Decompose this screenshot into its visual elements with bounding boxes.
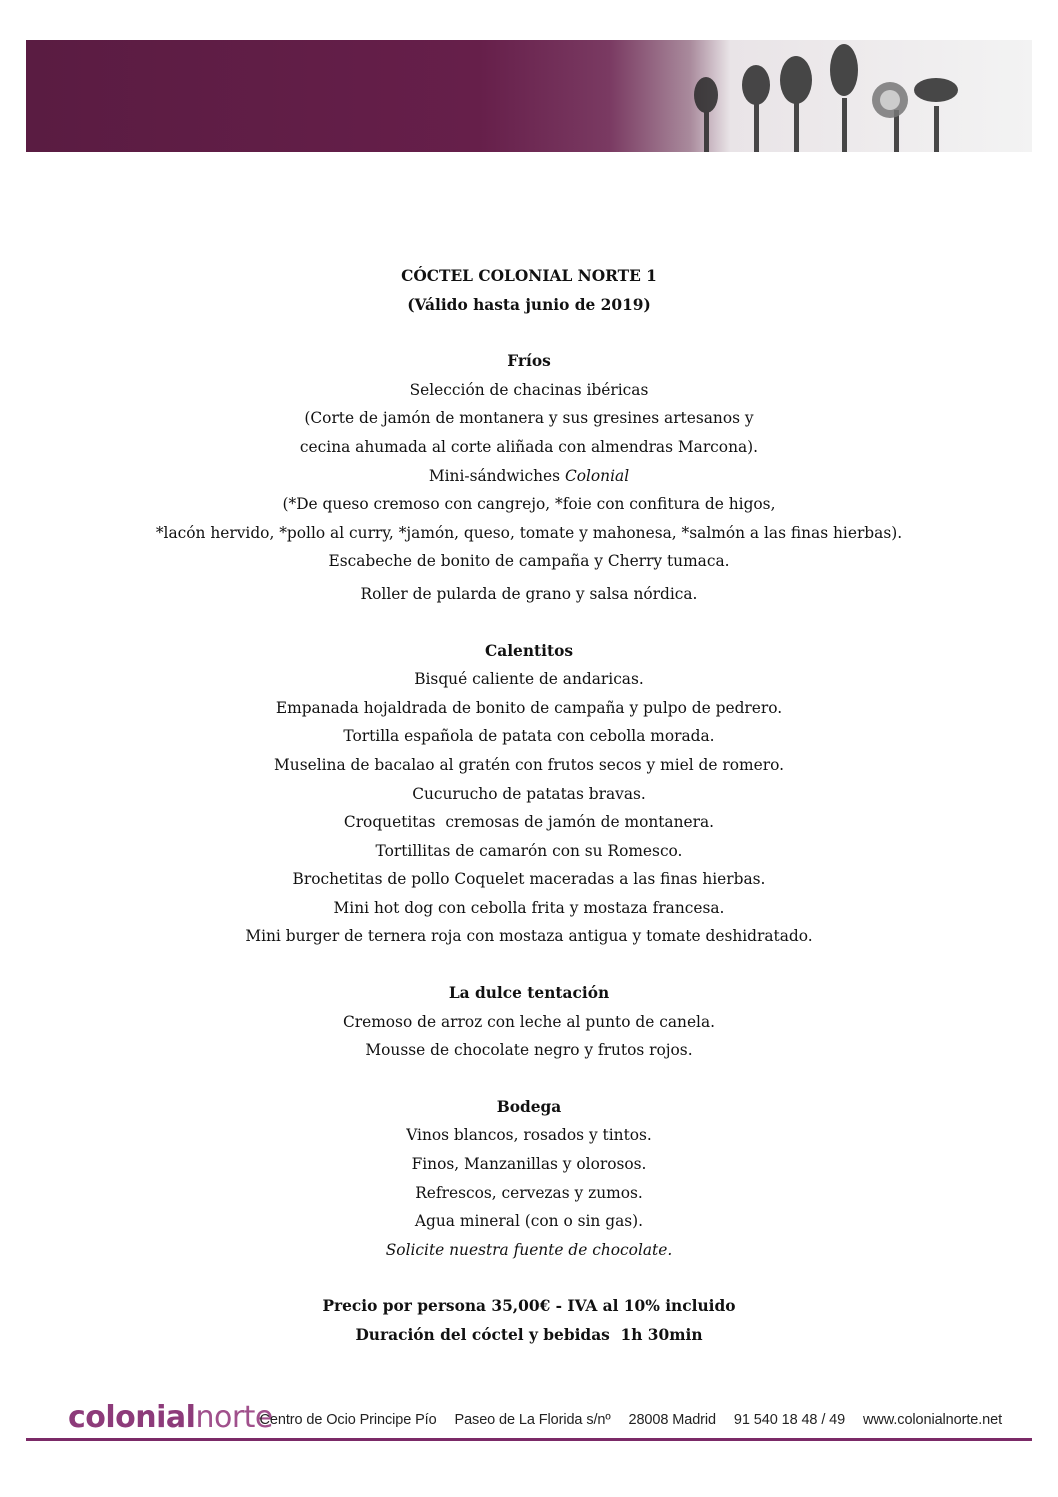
menu-item [0,462,1058,491]
menu-item: Cucurucho de patatas bravas. [412,784,646,803]
price-line: Precio por persona 35,00€ - IVA al 10% incluido [322,1297,736,1316]
menu-item: Mini burger de ternera roja con mostaza antigua y tomate deshidratado. [245,927,813,946]
forks-with-food-icon [672,40,1032,152]
footer-address [246,1412,1002,1428]
menu-item: Tortillitas de camarón con su Romesco. [375,841,683,860]
menu-item: Tortilla española de patata con cebolla morada. [343,727,715,746]
footer-phone: 91 540 18 48 / 49 [733,1412,846,1428]
menu-item-text: Mini-sándwiches [428,466,565,485]
section-heading-frios: Fríos [507,352,551,371]
section-heading-bodega: Bodega [496,1097,562,1116]
menu-item: Empanada hojaldrada de bonito de campaña y pulpo de pedrero. [275,698,783,717]
menu-item: Escabeche de bonito de campaña y Cherry tumaca. [328,552,730,571]
menu-item: Mini hot dog con cebolla frita y mostaza francesa. [333,898,725,917]
footer-website[interactable]: www.colonialnorte.net [863,1412,1002,1428]
menu-content [0,262,1058,1350]
header-banner [26,40,1032,152]
menu-item: Muselina de bacalao al gratén con frutos secos y miel de romero. [274,755,784,774]
section-heading-dulce: La dulce tentación [448,984,610,1003]
menu-item: (Corte de jamón de montanera y sus gresines artesanos y [304,409,754,428]
menu-item: Agua mineral (con o sin gas). [414,1212,644,1231]
menu-item: (*De queso cremoso con cangrejo, *foie con confitura de higos, [282,495,776,514]
menu-item: Brochetitas de pollo Coquelet maceradas a las finas hierbas. [292,870,766,889]
menu-validity: (Válido hasta junio de 2019) [407,295,651,314]
logo-light-text: norte [195,1400,273,1435]
menu-item: Refrescos, cervezas y zumos. [415,1183,643,1202]
menu-note: Solicite nuestra fuente de chocolate. [385,1240,673,1259]
menu-title: CÓCTEL COLONIAL NORTE 1 [401,267,657,285]
menu-item: Selección de chacinas ibéricas [409,380,649,399]
brand-logo [68,1400,273,1435]
menu-item: Bisqué caliente de andaricas. [414,670,644,689]
menu-item: Mousse de chocolate negro y frutos rojos. [365,1041,693,1060]
logo-bold-text: colonial [68,1400,196,1435]
section-heading-calentitos: Calentitos [484,641,574,660]
menu-item: *lacón hervido, *pollo al curry, *jamón, queso, tomate y mahonesa, *salmón a las finas hierbas). [155,523,903,542]
menu-item-italic: Colonial [564,466,630,485]
menu-item: cecina ahumada al corte aliñada con almendras Marcona). [299,437,759,456]
menu-item: Croquetitas cremosas de jamón de montanera. [343,813,715,832]
footer [26,1398,1032,1442]
menu-item: Roller de pularda de grano y salsa nórdica. [360,584,698,603]
duration-line: Duración del cóctel y bebidas 1h 30min [355,1326,703,1344]
menu-item: Finos, Manzanillas y olorosos. [411,1155,647,1174]
menu-item: Vinos blancos, rosados y tintos. [406,1126,652,1145]
footer-street: Paseo de La Florida s/nº [454,1412,611,1428]
footer-divider [26,1438,1032,1441]
footer-city: 28008 Madrid [628,1412,716,1428]
footer-venue: Centro de Ocio Principe Pío [259,1412,437,1428]
menu-item: Cremoso de arroz con leche al punto de canela. [342,1012,716,1031]
